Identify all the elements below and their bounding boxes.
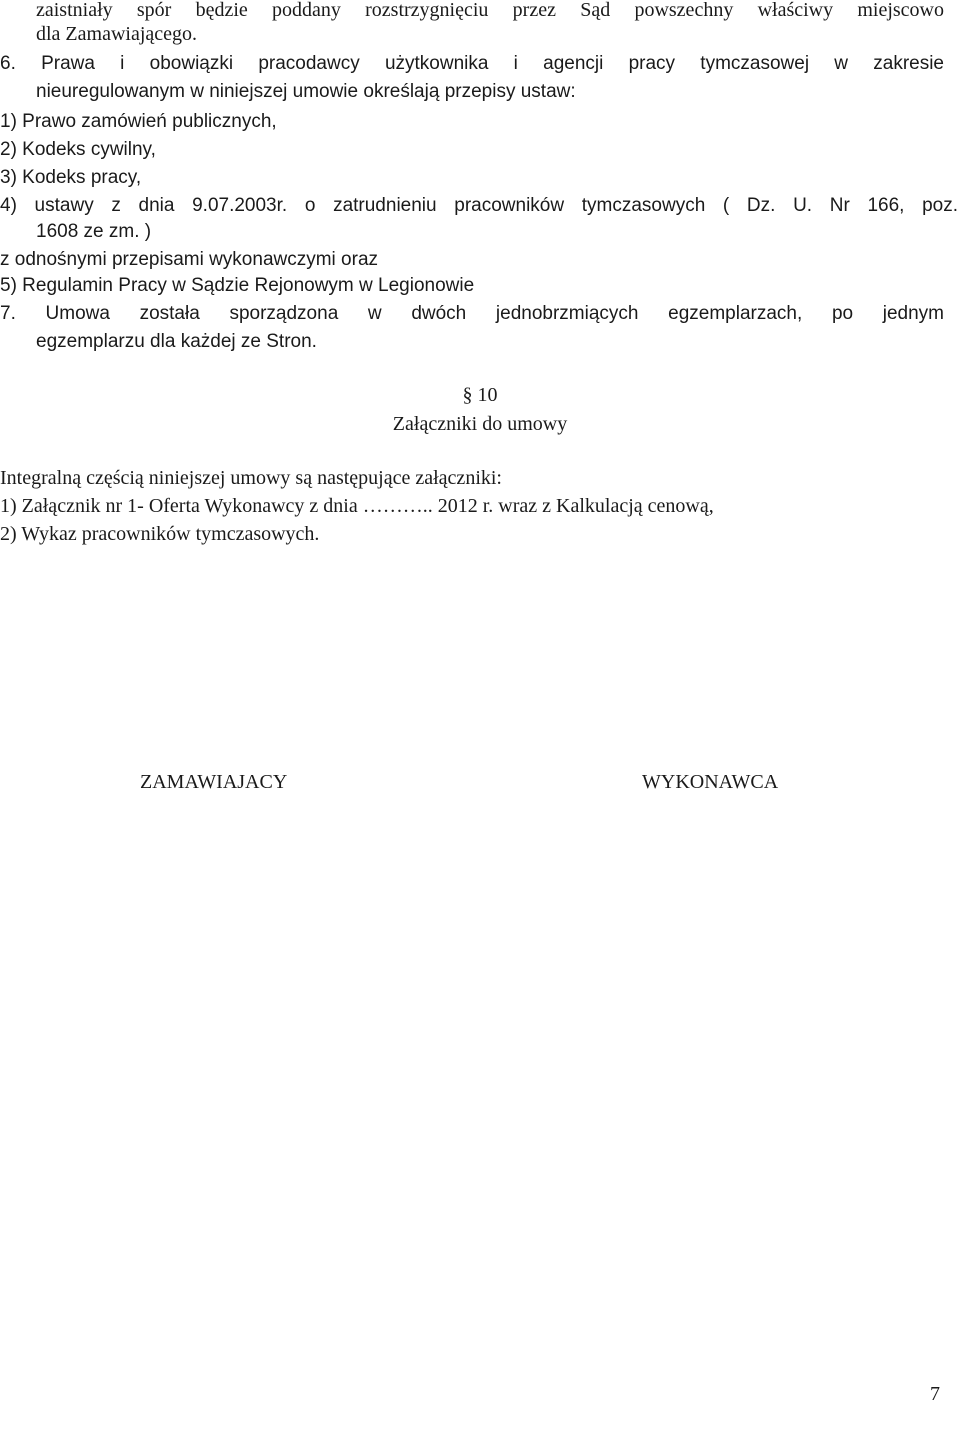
page-number: 7 [930,1383,940,1405]
attachment-item: 1) Załącznik nr 1- Oferta Wykonawcy z dnia ……….. 2012 r. wraz z Kalkulacją cenową, [0,495,714,517]
list-item: 5) Regulamin Pracy w Sądzie Rejonowym w Legionowie [0,275,475,296]
point-6-line-1: 6. Prawa i obowiązki pracodawcy użytkownika i agencji pracy tymczasowej w zakresie [0,53,944,74]
list-item: z odnośnymi przepisami wykonawczymi oraz [0,249,379,270]
signature-label-contractor: WYKONAWCA [642,771,779,793]
section-number: § 10 [462,384,498,406]
attachments-intro: Integralną częścią niniejszej umowy są następujące załączniki: [0,467,502,489]
list-item: 1) Prawo zamówień publicznych, [0,111,277,132]
signature-label-contracting-party: ZAMAWIAJACY [140,771,288,793]
list-item: 1608 ze zm. ) [36,221,152,242]
list-item: 3) Kodeks pracy, [0,167,142,188]
point-7-line-2: egzemplarzu dla każdej ze Stron. [36,331,317,352]
point-7-line-1: 7. Umowa została sporządzona w dwóch jednobrzmiących egzemplarzach, po jednym [0,303,944,324]
section-title: Załączniki do umowy [392,413,568,435]
point-6-line-2: nieuregulowanym w niniejszej umowie określają przepisy ustaw: [36,81,576,102]
attachment-item: 2) Wykaz pracowników tymczasowych. [0,523,320,545]
list-item: 4) ustawy z dnia 9.07.2003r. o zatrudnieniu pracowników tymczasowych ( Dz. U. Nr 166, poz. [0,195,958,216]
list-item: 2) Kodeks cywilny, [0,139,156,160]
text-line: dla Zamawiającego. [36,23,198,45]
text-line: zaistniały spór będzie poddany rozstrzygnięciu przez Sąd powszechny właściwy miejscowo [36,0,944,21]
